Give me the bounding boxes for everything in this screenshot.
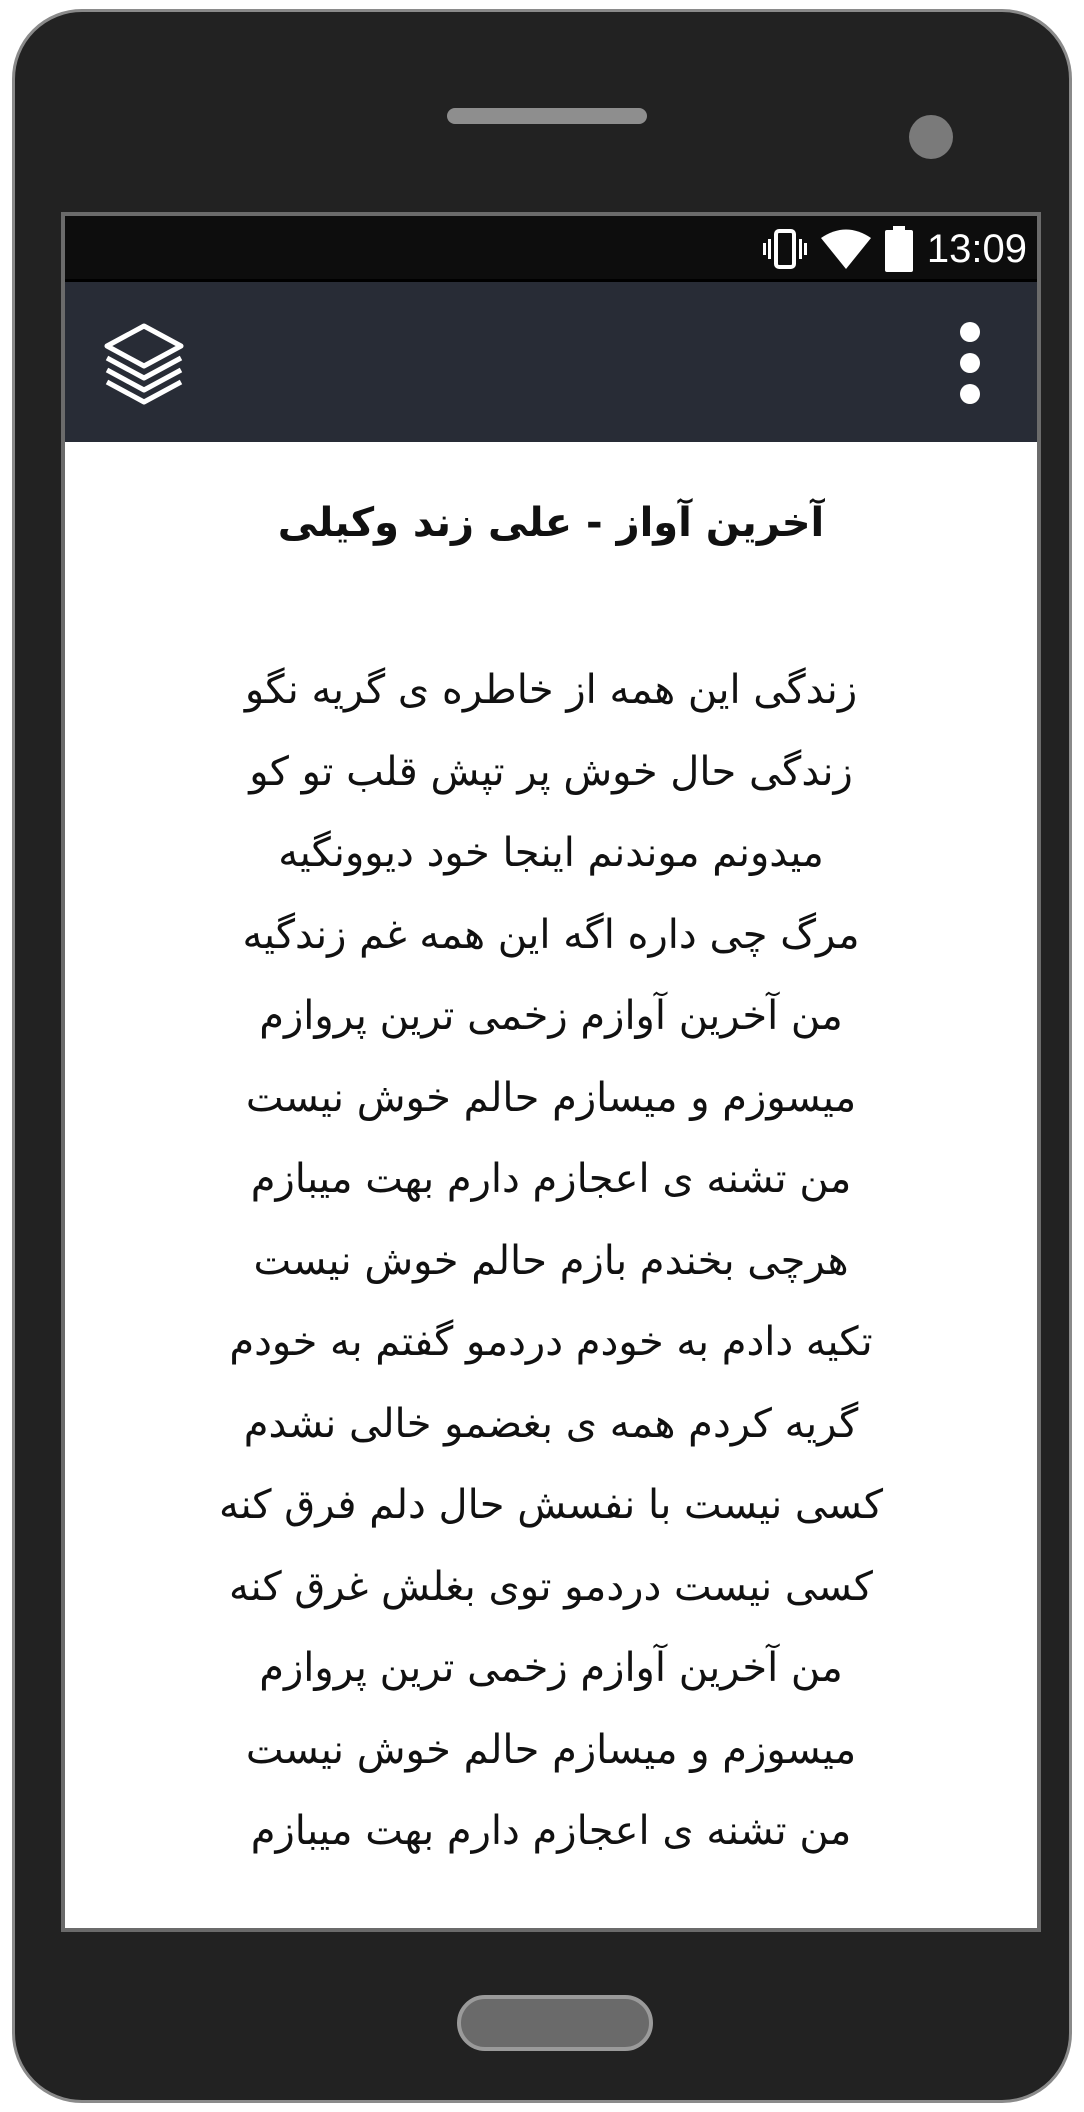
earpiece-speaker [447, 108, 647, 124]
lyric-line: کسی نیست با نفسش حال دلم فرق کنه [219, 1482, 883, 1528]
lyrics-content [65, 442, 1037, 1928]
lyric-line: من تشنه ی اعجازم دارم بهت میبازم [250, 1808, 852, 1854]
front-camera [909, 115, 953, 159]
lyric-line: میدونم موندنم اینجا خود دیوونگیه [278, 830, 824, 876]
lyric-line: من آخرین آوازم زخمی ترین پروازم [259, 993, 843, 1039]
lyric-line: من تشنه ی اعجازم دارم بهت میبازم [250, 1156, 852, 1202]
more-vert-icon[interactable] [955, 320, 985, 406]
vibrate-icon [763, 227, 807, 271]
lyric-line: من آخرین آوازم زخمی ترین پروازم [259, 1645, 843, 1691]
lyric-line: هرچی بخندم بازم حالم خوش نیست [253, 1237, 849, 1284]
status-icons [763, 224, 1027, 274]
lyric-line: میسوزم و میسازم حالم خوش نیست [245, 1726, 857, 1773]
battery-icon [885, 226, 913, 272]
lyric-line: گریه کردم همه ی بغضمو خالی نشدم [243, 1400, 859, 1447]
lyric-line: زندگی حال خوش پر تپش قلب تو کو [249, 748, 853, 795]
screen [61, 212, 1041, 1932]
status-time: 13:09 [926, 227, 1027, 271]
song-title: آخرین آواز - علی زند وکیلی [277, 500, 825, 546]
lyrics-list [65, 650, 1037, 1873]
lyric-line: مرگ چی داره اگه این همه غم زندگیه [242, 911, 860, 958]
status-bar [65, 216, 1037, 282]
lyric-line: زندگی این همه از خاطره ی گریه نگو [244, 667, 858, 713]
wifi-icon [821, 229, 871, 269]
app-bar [65, 282, 1037, 442]
lyric-line: کسی نیست دردمو توی بغلش غرق کنه [229, 1563, 873, 1610]
lyric-line: میسوزم و میسازم حالم خوش نیست [245, 1074, 857, 1121]
lyric-line: تکیه دادم به خودم دردمو گفتم به خودم [229, 1319, 873, 1365]
home-button[interactable] [457, 1995, 653, 2051]
stack-layers-icon[interactable] [101, 320, 187, 406]
phone-frame [12, 9, 1072, 2103]
